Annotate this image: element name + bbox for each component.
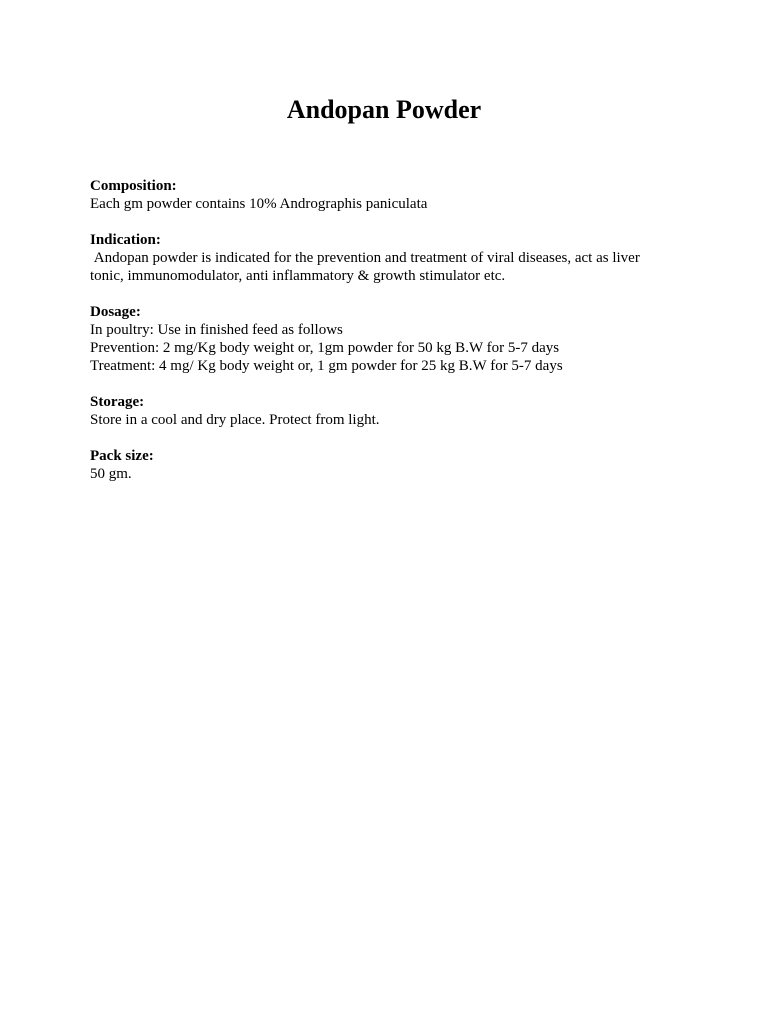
section-line: Each gm powder contains 10% Andrographis paniculata <box>90 196 428 212</box>
section-heading: Pack size: <box>90 448 154 464</box>
section-line: Store in a cool and dry place. Protect from light. <box>90 412 380 428</box>
section-line: Treatment: 4 mg/ Kg body weight or, 1 gm powder for 25 kg B.W for 5-7 days <box>90 358 563 374</box>
section-line: Andopan powder is indicated for the prevention and treatment of viral diseases, act as liver <box>90 250 640 266</box>
section-composition <box>90 177 678 213</box>
section-heading: Storage: <box>90 394 145 410</box>
section-storage <box>90 393 678 429</box>
section-heading: Composition: <box>90 178 177 194</box>
section-line: 50 gm. <box>90 466 132 482</box>
section-pack-size <box>90 447 678 483</box>
section-heading: Dosage: <box>90 304 141 320</box>
section-dosage <box>90 303 678 375</box>
section-line: tonic, immunomodulator, anti inflammatory & growth stimulator etc. <box>90 268 506 284</box>
section-heading: Indication: <box>90 232 161 248</box>
section-line: In poultry: Use in finished feed as follows <box>90 322 343 338</box>
section-line: Prevention: 2 mg/Kg body weight or, 1gm powder for 50 kg B.W for 5-7 days <box>90 340 560 356</box>
document-content <box>90 177 678 483</box>
section-indication <box>90 231 678 285</box>
document-title: Andopan Powder <box>286 95 482 124</box>
